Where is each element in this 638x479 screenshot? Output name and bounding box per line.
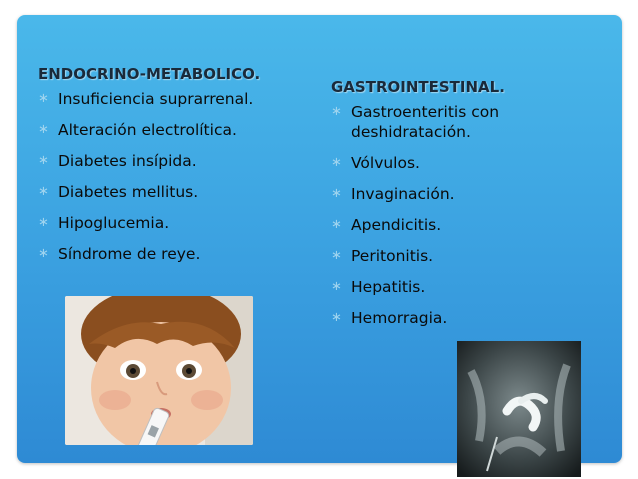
gastro-list <box>331 102 611 328</box>
list-item: ∗ Peritonitis. <box>331 247 434 265</box>
gastro-column <box>331 78 611 339</box>
endocrine-heading: ENDOCRINO-METABOLICO. <box>38 65 261 83</box>
bullet-icon: ∗ <box>331 217 342 232</box>
bullet-icon: ∗ <box>331 104 342 119</box>
bullet-icon: ∗ <box>38 153 49 168</box>
slide-panel <box>17 15 622 463</box>
list-item: ∗ Diabetes mellitus. <box>38 183 199 201</box>
bullet-icon: ∗ <box>38 184 49 199</box>
list-item: ∗ Alteración electrolítica. <box>38 121 237 139</box>
bullet-icon: ∗ <box>331 279 342 294</box>
list-item: ∗ Apendicitis. <box>331 216 442 234</box>
bullet-icon: ∗ <box>38 91 49 106</box>
bullet-icon: ∗ <box>38 246 49 261</box>
list-item: ∗ Insuficiencia suprarrenal. <box>38 90 254 108</box>
list-item: ∗ Hemorragia. <box>331 309 448 327</box>
bullet-icon: ∗ <box>331 248 342 263</box>
list-item: ∗ Hepatitis. <box>331 278 426 296</box>
list-item: ∗ Gastroenteritis con deshidratación. <box>331 103 500 141</box>
child-thermometer-photo <box>65 296 253 445</box>
child-illustration <box>65 296 253 445</box>
bullet-icon: ∗ <box>38 122 49 137</box>
endocrine-list <box>38 89 318 264</box>
bullet-icon: ∗ <box>38 215 49 230</box>
endocrine-column <box>38 65 318 275</box>
list-item: ∗ Invaginación. <box>331 185 455 203</box>
bullet-icon: ∗ <box>331 186 342 201</box>
xray-image <box>457 341 581 477</box>
list-item: ∗ Hipoglucemia. <box>38 214 170 232</box>
list-item: ∗ Vólvulos. <box>331 154 420 172</box>
xray-illustration <box>457 341 581 477</box>
list-item: ∗ Diabetes insípida. <box>38 152 197 170</box>
list-item: ∗ Síndrome de reye. <box>38 245 201 263</box>
gastro-heading: GASTROINTESTINAL. <box>331 78 505 96</box>
bullet-icon: ∗ <box>331 155 342 170</box>
bullet-icon: ∗ <box>331 310 342 325</box>
